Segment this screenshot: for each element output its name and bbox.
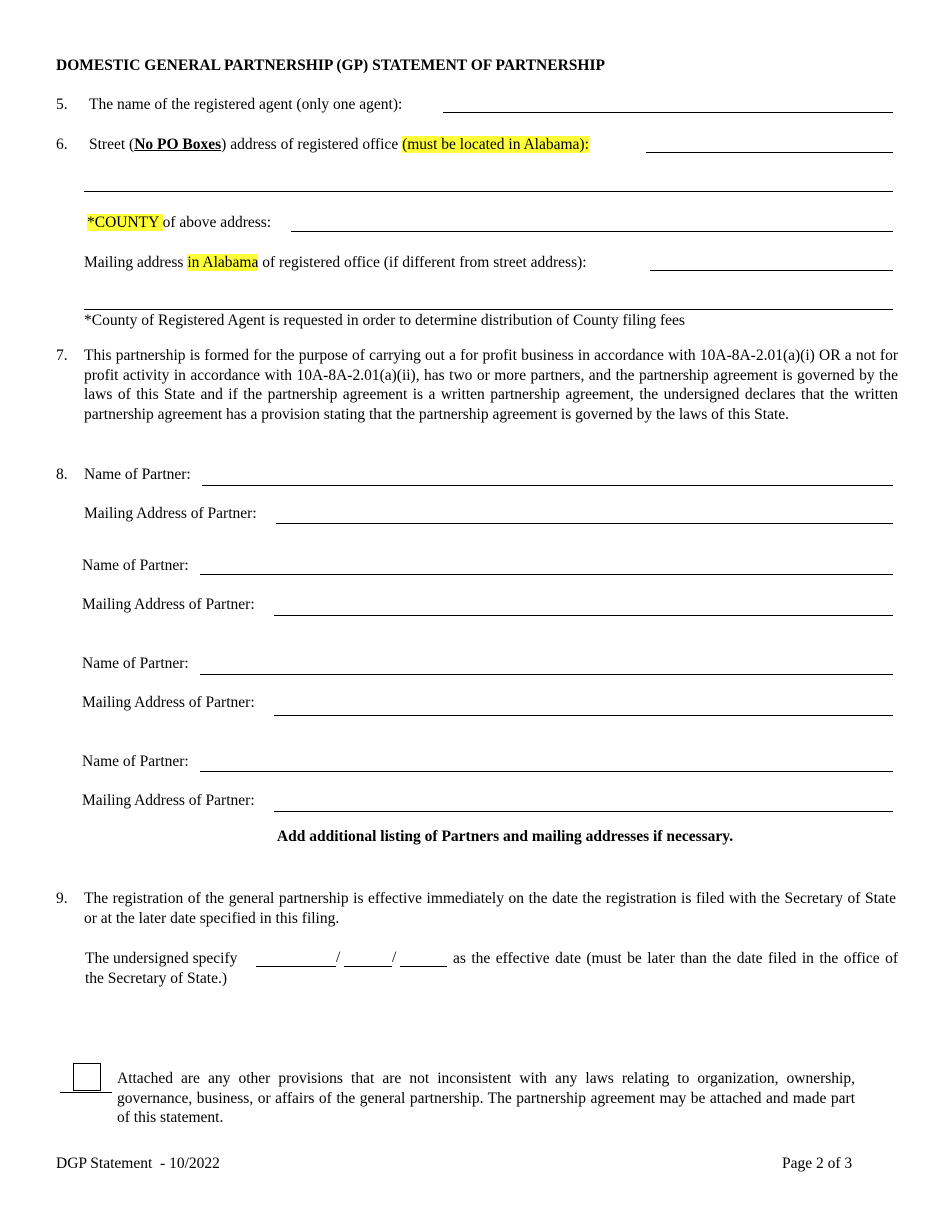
item-5-number: 5. — [56, 96, 68, 113]
attachment-checkbox[interactable] — [73, 1063, 101, 1091]
partner-4-address-label: Mailing Address of Partner: — [82, 792, 255, 809]
county-label — [87, 214, 271, 232]
street-address-label — [89, 136, 589, 154]
county-label-rest: of above address: — [162, 214, 272, 231]
street-address-field[interactable] — [646, 152, 893, 153]
partner-3-name-field[interactable] — [200, 674, 893, 675]
partner-2-address-field[interactable] — [274, 615, 893, 616]
county-field[interactable] — [291, 231, 893, 232]
mailing-address-label — [84, 254, 587, 272]
registered-agent-label: The name of the registered agent (only one agent): — [89, 96, 403, 113]
partner-1-address-label: Mailing Address of Partner: — [84, 505, 257, 522]
no-po-boxes-text: No PO Boxes — [134, 136, 222, 153]
mailing-label-pre: Mailing address — [84, 254, 188, 271]
partner-4-name-label: Name of Partner: — [82, 753, 189, 770]
registered-agent-field[interactable] — [443, 112, 893, 113]
item-9-number: 9. — [56, 890, 68, 907]
item-6-number: 6. — [56, 136, 68, 153]
date-slash-2: / — [392, 949, 397, 966]
additional-partners-note: Add additional listing of Partners and mailing addresses if necessary. — [276, 828, 734, 845]
page-title: DOMESTIC GENERAL PARTNERSHIP (GP) STATEMENT OF PARTNERSHIP — [56, 57, 605, 74]
partner-1-name-field[interactable] — [202, 485, 893, 486]
date-slash-1: / — [336, 949, 341, 966]
partner-3-name-label: Name of Partner: — [82, 655, 189, 672]
in-alabama-highlight: in Alabama — [187, 254, 259, 271]
county-highlight: COUNTY — [94, 214, 163, 231]
county-note: *County of Registered Agent is requested in order to determine distribution of County filing fees — [84, 312, 685, 329]
item-9-text: The registration of the general partnership is effective immediately on the date the registration is filed with the Secretary of State or at the later date specified in this filing. — [84, 890, 896, 927]
effective-date-note: as the effective date (must be later than the date filed in the office of the Secretary of State.) — [85, 950, 898, 987]
partner-3-address-label: Mailing Address of Partner: — [82, 694, 255, 711]
item-7-number: 7. — [56, 347, 68, 364]
item-8-number: 8. — [56, 466, 68, 483]
partner-2-name-label: Name of Partner: — [82, 557, 189, 574]
effective-date-label: The undersigned specify — [85, 950, 238, 967]
footer-form-id: DGP Statement - 10/2022 — [56, 1155, 220, 1172]
mailing-address-field[interactable] — [650, 270, 893, 271]
mailing-address-field-line-2[interactable] — [84, 309, 893, 310]
footer-page-number: Page 2 of 3 — [782, 1155, 853, 1172]
street-label-mid: ) address of registered office — [221, 136, 403, 153]
partner-4-address-field[interactable] — [274, 811, 893, 812]
county-star: * — [87, 214, 95, 231]
street-address-field-line-2[interactable] — [84, 191, 893, 192]
partner-4-name-field[interactable] — [200, 771, 893, 772]
street-label-pre: Street ( — [89, 136, 135, 153]
item-7-text: This partnership is formed for the purpose of carrying out a for profit business in accordance with 10A-8A-2.01(a)(i) OR a not for profit activity in accordance with 10A-8A-2.01(a)(ii), has two or more partners, and the partnership agreement is governed by the laws of this State and if the partnership agreement is a written partnership agreement, the undersigned declares that the written partnership agreement has a provision stating that the partnership agreement is governed by the laws of this State. — [84, 347, 898, 424]
partner-2-address-label: Mailing Address of Partner: — [82, 596, 255, 613]
mailing-label-post: of registered office (if different from street address): — [258, 254, 587, 271]
partner-1-address-field[interactable] — [276, 523, 893, 524]
partner-1-name-label: Name of Partner: — [84, 466, 191, 483]
checkbox-underline — [60, 1092, 112, 1093]
partner-3-address-field[interactable] — [274, 715, 893, 716]
partner-2-name-field[interactable] — [200, 574, 893, 575]
alabama-location-note: (must be located in Alabama): — [402, 136, 589, 153]
attachment-text: Attached are any other provisions that are not inconsistent with any laws relating to organization, ownership, governance, business, or affairs of the general partnership. The partnership agreement may be attached and made part of this statement. — [117, 1070, 855, 1127]
